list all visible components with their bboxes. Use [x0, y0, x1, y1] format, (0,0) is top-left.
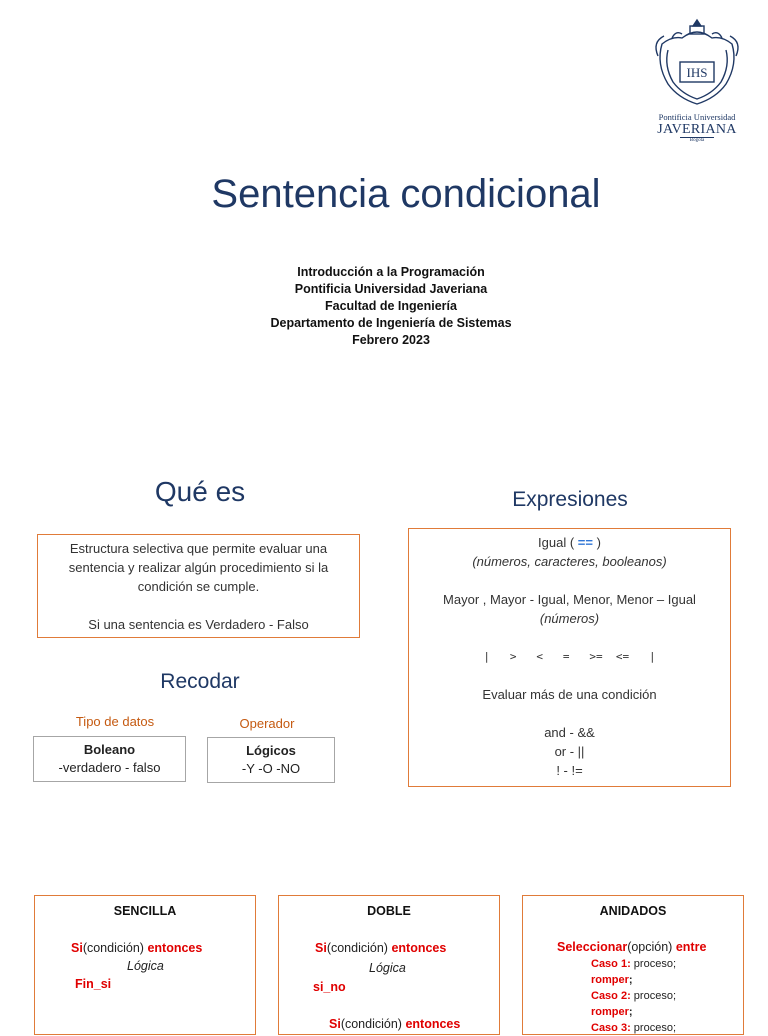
doble-si-line: Si(condición) entonces — [315, 941, 447, 955]
comparacion-line: Mayor , Mayor - Igual, Menor, Menor – Igual — [443, 592, 696, 607]
faculty-name: Facultad de Ingeniería — [325, 299, 457, 313]
page-title: Sentencia condicional — [211, 172, 601, 216]
logo-line-3: Bogotá — [680, 137, 714, 144]
logicos-box — [207, 737, 335, 783]
sencilla-fin: Fin_si — [75, 977, 112, 991]
course-name: Introducción a la Programación — [297, 265, 485, 279]
boleano-title: Boleano — [83, 742, 136, 757]
boleano-box — [33, 736, 186, 782]
caso-1-line: Caso 1: proceso; — [591, 958, 676, 970]
doble-title: DOBLE — [367, 904, 411, 918]
university-logo — [650, 16, 744, 143]
equals-operator: == — [577, 535, 593, 550]
caso-2-line: Caso 2: proceso; — [591, 990, 676, 1002]
logo-line-2: JAVERIANA — [657, 122, 737, 137]
operators-line: | > < = >= <= | — [483, 650, 656, 663]
anidados-title: ANIDADOS — [599, 904, 667, 918]
igual-note: (números, caracteres, booleanos) — [472, 554, 667, 569]
logicos-title: Lógicos — [246, 743, 296, 758]
definition-line: Estructura selectiva que permite evaluar una — [69, 541, 328, 556]
doble-si-line-2: Si(condición) entonces — [329, 1017, 461, 1031]
operador-label: Operador — [239, 716, 295, 731]
definition-line: sentencia y realizar algún procedimiento si la — [68, 560, 329, 575]
not-line: ! - != — [556, 763, 583, 778]
recodar-heading: Recodar — [160, 670, 240, 693]
sencilla-si-line: Si(condición) entonces — [71, 941, 203, 955]
doble-logica: Lógica — [369, 961, 406, 975]
sencilla-card — [34, 895, 256, 1035]
or-line: or - || — [554, 744, 585, 759]
sencilla-title: SENCILLA — [113, 904, 177, 918]
igual-line: Igual ( == ) — [538, 535, 601, 550]
logicos-values: -Y -O -NO — [241, 761, 301, 776]
svg-text:IHS: IHS — [686, 65, 708, 80]
que-es-heading: Qué es — [154, 476, 246, 507]
definition-box — [37, 534, 360, 638]
romper-2-line: romper; — [591, 1006, 633, 1018]
boleano-values: -verdadero - falso — [58, 760, 161, 775]
doble-sino: si_no — [313, 980, 346, 994]
tipo-datos-label: Tipo de datos — [75, 714, 155, 729]
and-line: and - && — [544, 725, 595, 740]
date: Febrero 2023 — [352, 333, 430, 347]
expresiones-box — [408, 528, 731, 787]
course-info — [0, 264, 768, 349]
sencilla-logica: Lógica — [127, 959, 164, 973]
evaluar-line: Evaluar más de una condición — [482, 687, 657, 702]
anidados-card — [522, 895, 744, 1035]
department-name: Departamento de Ingeniería de Sistemas — [270, 316, 512, 330]
expresiones-heading: Expresiones — [512, 488, 628, 511]
romper-1-line: romper; — [591, 974, 633, 986]
definition-line: Si una sentencia es Verdadero - Falso — [88, 617, 309, 632]
seleccionar-line: Seleccionar(opción) entre — [557, 940, 707, 954]
doble-card — [278, 895, 500, 1035]
comparacion-note: (números) — [539, 611, 600, 626]
casos-list — [591, 956, 676, 1036]
caso-3-line: Caso 3: proceso; — [591, 1022, 676, 1034]
definition-line: condición se cumple. — [137, 579, 260, 594]
logo-line-1: Pontificia Universidad — [658, 112, 736, 122]
university-crest-icon — [650, 16, 744, 108]
university-name: Pontificia Universidad Javeriana — [294, 282, 488, 296]
